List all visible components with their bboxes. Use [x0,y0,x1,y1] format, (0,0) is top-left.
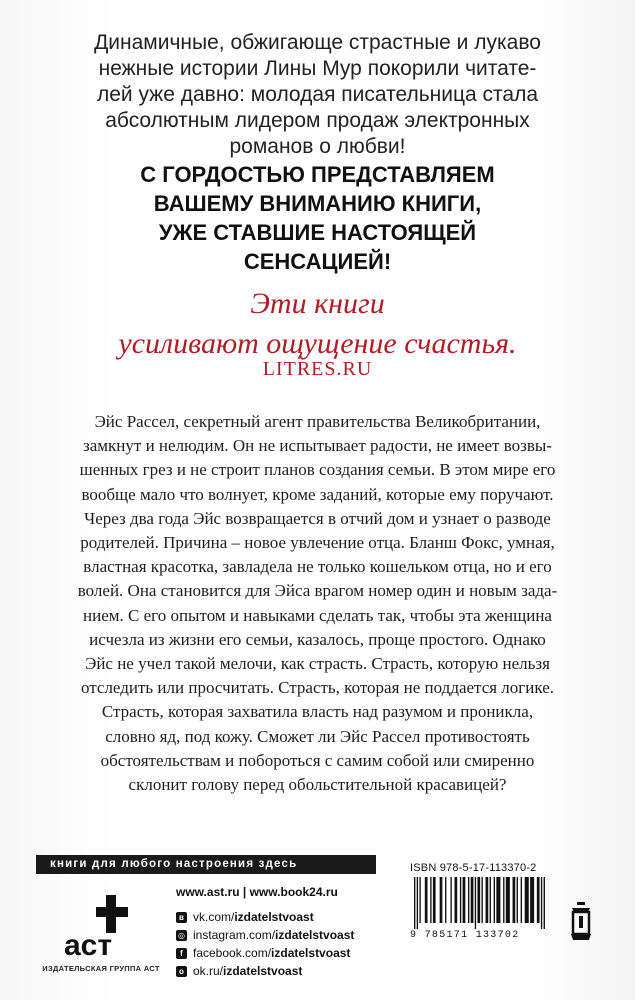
barcode-bar [494,877,495,923]
social-link[interactable] [176,962,354,980]
barcode-image [410,877,560,929]
barcode-bar [414,877,415,929]
headline-line: ВАШЕМУ ВНИМАНИЮ КНИГИ, [153,191,482,216]
publisher-links [176,885,354,980]
barcode-bar [496,877,500,923]
social-link-domain: ok.ru/ [193,964,224,978]
intro-line: романов о любви! [229,135,406,158]
barcode-bar [513,877,516,923]
barcode-bar [425,877,428,923]
synopsis-line: вообще мало что волнует, кроме заданий, которые ему поручают. [81,484,554,504]
instagram-icon: ◎ [176,930,187,941]
barcode-bar [430,877,431,923]
barcode-bar [450,877,451,923]
intro-paragraph [40,30,595,160]
social-link[interactable] [176,944,354,962]
barcode-bar [517,877,518,923]
barcode-bar [521,877,522,923]
synopsis-line: шенных грез и не строит планов создания семьи. В этом мире его [79,460,556,480]
synopsis-line: замкнут и нелюдим. Он не испытывает радости, не имеет возвы- [83,436,552,456]
barcode-bar [537,877,540,923]
barcode-bar [445,877,446,923]
website-links[interactable]: www.ast.ru | www.book24.ru [176,885,338,899]
odnoklassniki-icon: о [176,966,187,977]
intro-line: Динамичные, обжигающе страстные и лукаво [94,31,541,54]
social-link-handle: izdatelstvoast [271,946,351,960]
social-link-handle: izdatelstvoast [275,928,355,942]
barcode-bar [419,877,420,923]
social-link-domain: vk.com/ [193,910,235,924]
barcode-bar [486,877,489,923]
isbn-block [410,862,560,941]
synopsis-line: Эйс не учел такой мелочи, как страсть. Страсть, которую нельзя [85,654,550,674]
headline-line: СЕНСАЦИЕЙ! [243,249,392,274]
quote-source: LITRES.RU [262,358,373,380]
barcode-bar [477,877,480,923]
tagline-bar: книги для любого настроения здесь [36,855,376,874]
synopsis-line: Страсть, которая захватила власть над разумом и проникла, [101,702,534,722]
synopsis [30,410,605,797]
isbn-text: ISBN 978-5-17-113370-2 [410,862,537,874]
synopsis-line: исчезла из жизни его семьи, казалось, проще простого. Однако [89,629,546,649]
synopsis-line: Через два года Эйс возвращается в отчий дом и узнает о разводе [84,508,551,528]
barcode-bar [471,877,474,923]
barcode-bar [417,877,418,929]
synopsis-line: волей. Она становится для Эйса врагом номер один и новым зада- [77,581,558,601]
barcode-bar [482,877,483,923]
intro-line: нежные истории Лины Мур покорили читате- [98,57,537,80]
barcode-bar [541,877,542,929]
synopsis-line: Эйс Рассел, секретный агент правительства Великобритании, [94,412,541,431]
vk-icon: в [176,912,187,923]
social-link[interactable] [176,926,354,944]
headline-line: С ГОРДОСТЬЮ ПРЕДСТАВЛЯЕМ [140,162,495,187]
social-links [176,908,354,980]
publisher-name: ИЗДАТЕЛЬСКАЯ ГРУППА АСТ [42,964,160,973]
barcode-number: 9 785171 133702 [410,930,520,941]
barcode-bar [463,877,466,923]
barcode-bar [506,877,510,923]
barcode-bar [433,877,436,923]
social-link[interactable] [176,908,354,926]
social-link-handle: izdatelstvoast [234,910,314,924]
intro-line: лей уже давно: молодая писательница стала [96,83,539,106]
headline-line: УЖЕ СТАВШИЕ НАСТОЯЩЕЙ [158,220,477,245]
headline [40,160,595,276]
synopsis-line: отследить или просчитать. Страсть, которая не поддается логике. [80,678,554,698]
synopsis-line: обстоятельствам и побороться с самим собой или смиренно [100,750,535,770]
logo-text: аст [64,929,113,961]
synopsis-line: склонит голову перед обольстительной красавицей? [128,775,507,795]
barcode-bar [530,877,534,923]
barcode-bar [475,877,476,929]
social-link-domain: facebook.com/ [193,946,272,960]
barcode-bar [544,877,545,929]
synopsis-line: властная красотка, завладела не только кошельком отца, но и его [83,557,552,577]
synopsis-line: родителей. Причина – новое увлечение отца. Бланш Фокс, умная, [80,533,555,553]
quote-line: усиливают ощущение счастья. [118,327,517,360]
barcode-bar [440,877,443,923]
social-link-domain: instagram.com/ [193,928,276,942]
barcode-bar [503,877,504,923]
ast-logo-icon [60,893,140,961]
ast-logo [46,893,156,961]
facebook-icon: f [176,948,187,959]
barcode-bar [468,877,469,923]
barcode-bar [525,877,529,923]
review-quote [40,284,595,364]
barcode-bar [460,877,461,923]
barcode-bar [490,877,491,923]
quote-line: Эти книги [250,287,385,320]
lantern-icon [568,902,594,942]
synopsis-line: словно яд, под кожу. Сможет ли Эйс Рассел противостоять [105,726,530,746]
social-link-handle: izdatelstvoast [223,964,303,978]
synopsis-line: нием. С его опытом и навыками сделать так, чтобы эта женщина [83,605,552,625]
barcode-bar [455,877,458,923]
intro-line: абсолютным лидером продаж электронных [105,109,530,132]
